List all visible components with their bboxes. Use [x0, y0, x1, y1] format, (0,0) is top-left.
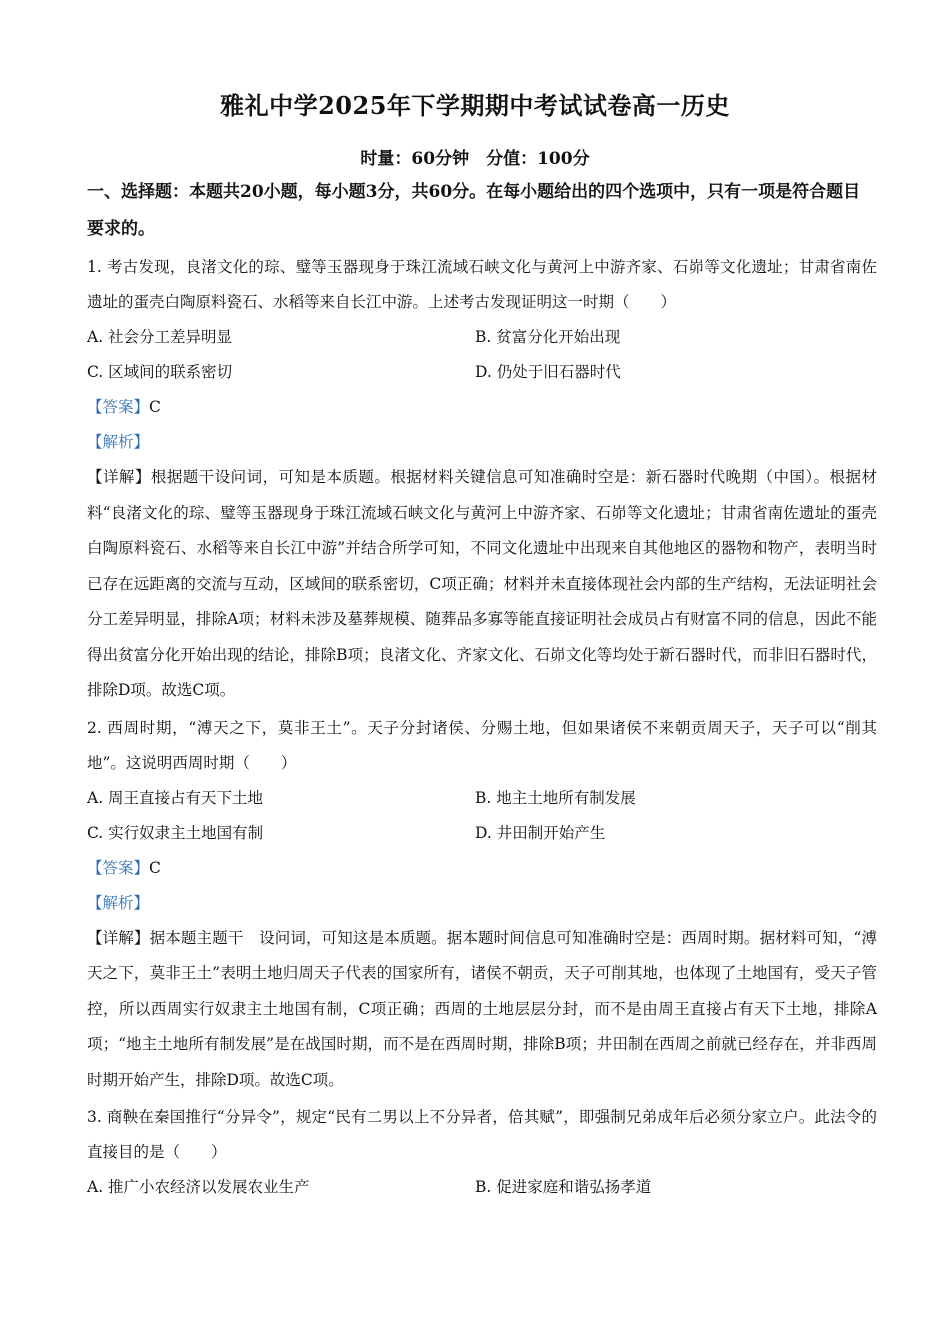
option-d: D. 井田制开始产生	[475, 823, 606, 842]
question-stem: 2. 西周时期，“溥天之下，莫非王土”。天子分封诸侯、分赐土地，但如果诸侯不来朝贡周天子，天子可以“削其地”。这说明西周时期（ ）	[87, 718, 877, 772]
option-b: B. 贫富分化开始出现	[475, 328, 621, 346]
exam-meta: 时量：60分钟 分值：100分	[360, 149, 590, 169]
option-d: D. 仍处于旧石器时代	[475, 363, 621, 381]
option-c: C. 实行奴隶主土地国有制	[87, 823, 264, 842]
option-b: B. 促进家庭和谐弘扬孝道	[475, 1178, 652, 1196]
option-a: A. 周王直接占有天下土地	[87, 788, 264, 807]
question-3	[87, 1100, 877, 1205]
exam-title: 雅礼中学2025年下学期期中考试试卷高一历史	[220, 91, 730, 120]
option-a: A. 推广小农经济以发展农业生产	[87, 1178, 310, 1196]
explanation-text: 根据题干设问词，可知是本质题。根据材料关键信息可知准确时空是：新石器时代晚期（中国）。根据材料“良渚文化的琮、璧等玉器现身于珠江流域石峡文化与黄河上中游齐家、石峁等文化遗址；甘肃省南佐遗址的蛋壳白陶原料瓷石、水稻等来自长江中游”并结合所学可知，不同文化遗址中出现来自其他地区的器物和物产，表明当时已存在远距离的交流与互动，区域间的联系密切，C项正确；材料并未直接体现社会内部的生产结构，无法证明社会分工差异明显，排除A项；材料未涉及墓葬规模、随葬品多寡等能直接证明社会成员占有财富不同的信息，因此不能得出贫富分化开始出现的结论，排除B项；良渚文化、齐家文化、石峁文化等均处于新石器时代，而非旧石器时代，排除D项。故选C项。	[87, 468, 877, 699]
answer-value: C	[149, 398, 161, 416]
option-a: A. 社会分工差异明显	[87, 328, 233, 346]
answer-label: 【答案】	[87, 398, 150, 416]
analysis-label: 【解析】	[87, 433, 150, 451]
exam-content	[87, 174, 877, 1205]
answer-value: C	[149, 858, 161, 877]
question-stem: 1. 考古发现，良渚文化的琮、璧等玉器现身于珠江流域石峡文化与黄河上中游齐家、石峁等文化遗址；甘肃省南佐遗址的蛋壳白陶原料瓷石、水稻等来自长江中游。上述考古发现证明这一时期（ ）	[87, 258, 877, 311]
analysis-line	[87, 425, 877, 460]
detail-label: 【详解】	[87, 928, 150, 947]
detail-label: 【详解】	[87, 468, 151, 486]
answer-line	[87, 390, 877, 425]
options	[87, 320, 877, 390]
explanation-text: 据本题主题干 设问词，可知这是本质题。据本题时间信息可知准确时空是：西周时期。据材料可知，“溥天之下，莫非王土”表明土地归周天子代表的国家所有，诸侯不朝贡，天子可削其地，也体现了土地国有，受天子管控，所以西周实行奴隶主土地国有制，C项正确；西周的土地层层分封，而不是由周王直接占有天下土地，排除A项；“地主土地所有制发展”是在战国时期，而不是在西周时期，排除B项；井田制在西周之前就已经存在，并非西周时期开始产生，排除D项。故选C项。	[87, 928, 877, 1089]
question-1	[87, 250, 877, 709]
analysis-label: 【解析】	[87, 893, 150, 912]
answer-label: 【答案】	[87, 858, 150, 877]
analysis-line	[87, 886, 877, 921]
option-b: B. 地主土地所有制发展	[475, 788, 636, 807]
answer-line	[87, 851, 877, 886]
section-heading: 一、选择题：本题共20小题，每小题3分，共60分。在每小题给出的四个选项中，只有一项是符合题目要求的。	[87, 182, 861, 239]
options	[87, 781, 877, 851]
option-c: C. 区域间的联系密切	[87, 363, 233, 381]
question-2	[87, 711, 877, 1099]
explanation	[87, 921, 877, 1099]
question-stem: 3. 商鞅在秦国推行“分异令”，规定“民有二男以上不分异者，倍其赋”，即强制兄弟成年后必须分家立户。此法令的直接目的是（ ）	[87, 1108, 877, 1161]
explanation	[87, 460, 877, 709]
options	[87, 1170, 877, 1205]
